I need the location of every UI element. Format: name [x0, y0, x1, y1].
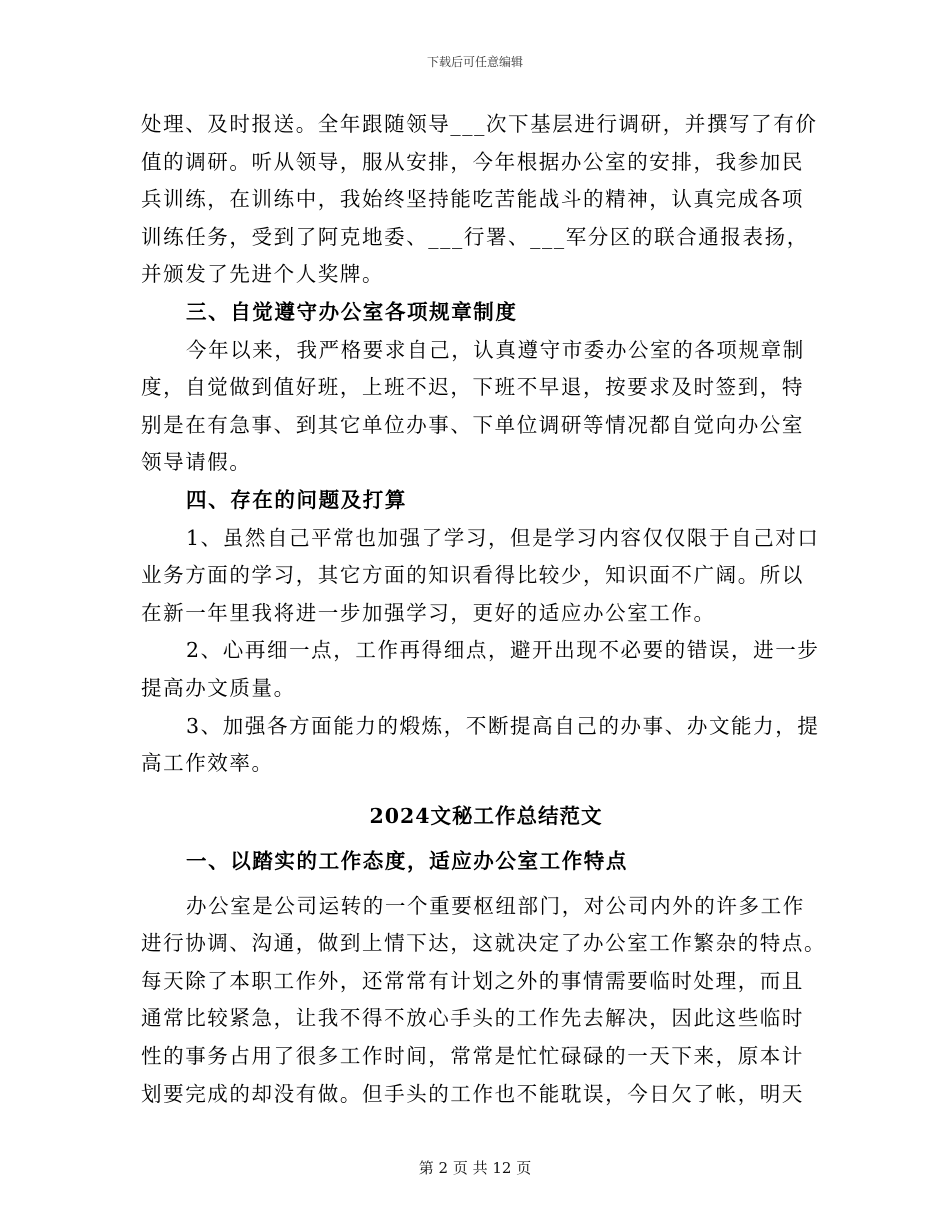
section-heading-3: 三、自觉遵守办公室各项规章制度 [186, 299, 518, 324]
document-body [141, 106, 831, 1113]
text-line: 3、加强各方面能力的煅炼，不断提高自己的办事、办文能力，提 [186, 713, 820, 738]
text-line: 2、心再细一点，工作再得细点，避开出现不必要的错误，进一步 [186, 638, 820, 663]
text-line: 划要完成的却没有做。但手头的工作也不能耽误，今日欠了帐，明天 [141, 1081, 804, 1106]
text-line: 每天除了本职工作外，还常常有计划之外的事情需要临时处理，而且 [141, 968, 804, 993]
text-line: 训练任务，受到了阿克地委、___行署、___军分区的联合通报表扬， [141, 224, 809, 249]
text-line: 并颁发了先进个人奖牌。 [141, 262, 385, 287]
text-line: 别是在有急事、到其它单位办事、下单位调研等情况都自觉向办公室 [141, 412, 804, 437]
text-line: 处理、及时报送。全年跟随领导___次下基层进行调研，并撰写了有价 [141, 112, 818, 136]
text-line: 在新一年里我将进一步加强学习，更好的适应办公室工作。 [141, 600, 716, 625]
text-line: 领导请假。 [141, 450, 252, 475]
text-line: 提高办文质量。 [141, 675, 296, 700]
list-item-2 [141, 632, 831, 707]
text-line: 通常比较紧急，让我不得不放心手头的工作先去解决，因此这些临时 [141, 1006, 804, 1031]
section-heading-1: 一、以踏实的工作态度，适应办公室工作特点 [186, 848, 628, 873]
text-line: 进行协调、沟通，做到上情下达，这就决定了办公室工作繁杂的特点。 [141, 931, 827, 956]
paragraph-rules [141, 332, 831, 482]
page-header-note: 下载后可任意编辑 [426, 55, 523, 69]
text-line: 兵训练，在训练中，我始终坚持能吃苦能战斗的精神，认真完成各项 [141, 187, 804, 212]
paragraph-office [141, 888, 831, 1114]
page-number-footer: 第 2 页 共 12 页 [418, 1159, 532, 1177]
text-line: 度，自觉做到值好班，上班不迟，下班不早退，按要求及时签到，特 [141, 375, 804, 400]
document-title: 2024文秘工作总结范文 [369, 803, 603, 828]
text-line: 值的调研。听从领导，服从安排，今年根据办公室的安排，我参加民 [141, 149, 804, 174]
text-line: 性的事务占用了很多工作时间，常常是忙忙碌碌的一天下来，原本计 [141, 1044, 804, 1069]
paragraph-continuation [141, 106, 831, 294]
list-item-1 [141, 520, 831, 633]
text-line: 办公室是公司运转的一个重要枢纽部门，对公司内外的许多工作 [186, 893, 805, 918]
text-line: 今年以来，我严格要求自己，认真遵守市委办公室的各项规章制 [186, 337, 805, 362]
section-heading-4: 四、存在的问题及打算 [186, 487, 407, 512]
text-line: 业务方面的学习，其它方面的知识看得比较少，知识面不广阔。所以 [141, 563, 804, 588]
list-item-3 [141, 708, 831, 783]
text-line: 高工作效率。 [141, 751, 274, 776]
text-line: 1、虽然自己平常也加强了学习，但是学习内容仅仅限于自己对口 [186, 525, 820, 550]
